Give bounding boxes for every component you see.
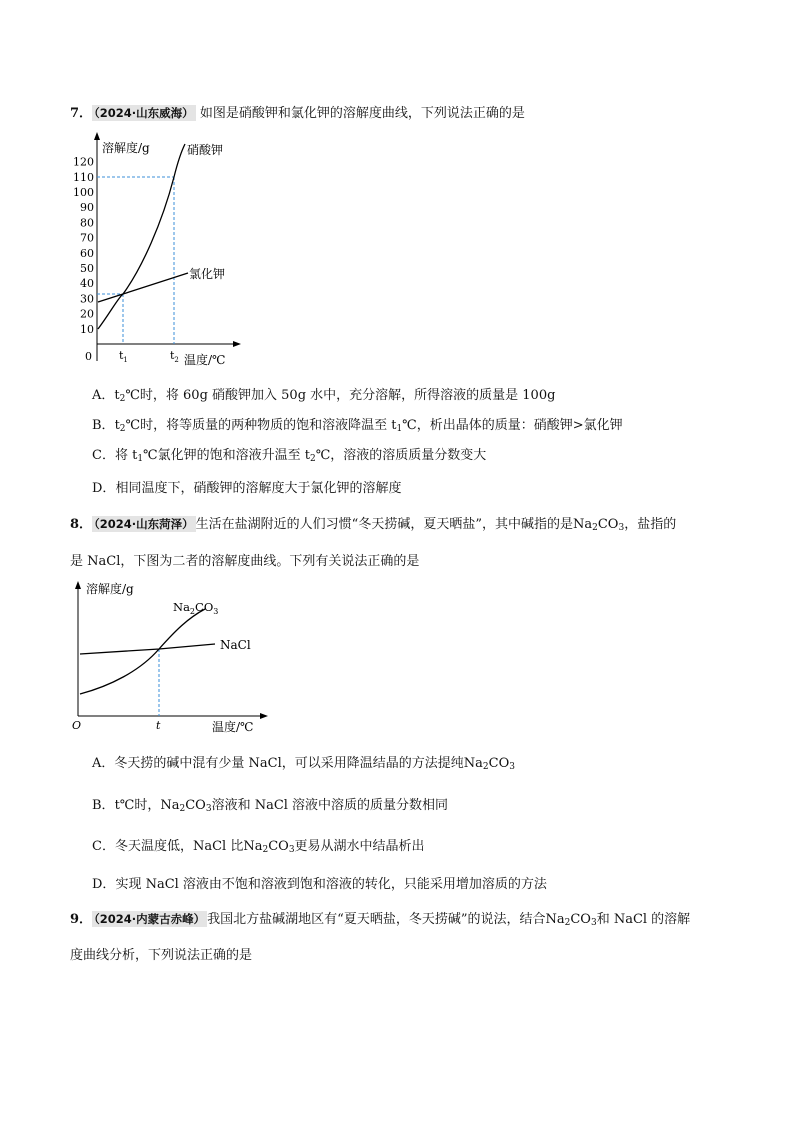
- q7-option-c[interactable]: [92, 444, 486, 464]
- formula-na2co3: $Na_2CO_3$: [243, 839, 295, 855]
- y-tick-label: 60: [80, 246, 94, 260]
- option-text: 将 t: [114, 448, 138, 463]
- option-text: 相同温度下，硝酸钾的溶解度大于氯化钾的溶解度: [115, 481, 402, 496]
- option-text: ℃时，将 60g 硝酸钾加入 50g 水中，充分溶解，所得溶液的质量是 100g: [125, 388, 556, 403]
- y-tick-label: 10: [80, 322, 94, 336]
- q7-stem: [70, 102, 525, 121]
- source-tag: （2024·内蒙古赤峰）: [94, 912, 206, 926]
- option-letter: A．: [92, 388, 115, 403]
- series-label-nacl: NaCl: [220, 638, 251, 652]
- x-axis-label: 温度/℃: [184, 353, 226, 367]
- q8-option-d[interactable]: [92, 873, 547, 892]
- y-axis-label: 溶解度/g: [86, 582, 134, 596]
- x-tick-t: t: [156, 719, 161, 732]
- x-axis-label: 温度/℃: [212, 720, 254, 734]
- series-label-na2co3: $Na_2CO_3$: [173, 600, 219, 616]
- option-text: t: [114, 388, 120, 403]
- option-letter: A．: [92, 756, 115, 771]
- origin-label: 0: [85, 350, 92, 363]
- series-label-kcl: 氯化钾: [189, 267, 226, 281]
- question-stem: 和 NaCl 的溶解: [596, 912, 691, 927]
- option-text: 更易从湖水中结晶析出: [294, 839, 425, 854]
- subscript: 1: [137, 454, 144, 464]
- y-tick-label: 50: [80, 262, 94, 275]
- y-tick-label: 100: [73, 186, 94, 199]
- formula-na2co3: $Na_2CO_3$: [545, 912, 597, 928]
- q7-option-a[interactable]: [92, 384, 555, 404]
- q8-option-a[interactable]: [92, 752, 515, 772]
- subscript: 1: [396, 424, 403, 434]
- q8-stem-line2: [70, 550, 419, 569]
- option-letter: B．: [92, 418, 115, 433]
- q8-option-c[interactable]: [92, 835, 425, 855]
- source-tag: （2024·山东威海）: [94, 106, 194, 120]
- origin-label: O: [72, 719, 82, 732]
- option-letter: B．: [92, 798, 115, 813]
- formula-na2co3: $Na_2CO_3$: [463, 756, 515, 772]
- y-tick-label: 90: [80, 201, 94, 215]
- x-axis-arrow: [260, 713, 268, 719]
- y-tick-label: 110: [73, 170, 94, 184]
- question-stem: 如图是硝酸钾和氯化钾的溶解度曲线，下列说法正确的是: [199, 106, 525, 121]
- question-stem: 度曲线分析，下列说法正确的是: [70, 948, 253, 963]
- y-tick-label: 80: [80, 216, 94, 230]
- option-text: t: [114, 418, 120, 433]
- q9-stem-line2: [70, 944, 252, 963]
- formula-na2co3: $Na_2CO_3$: [160, 798, 212, 814]
- reference-lines: [97, 177, 174, 344]
- option-letter: C．: [92, 448, 115, 463]
- question-stem: ，盐指的: [624, 517, 677, 532]
- question-number: 9．: [70, 912, 93, 927]
- subscript: 2: [119, 394, 126, 404]
- option-text: ℃氯化钾的饱和溶液升温至 t: [143, 448, 310, 463]
- q7-option-b[interactable]: [92, 414, 623, 434]
- y-tick-label: 70: [80, 231, 94, 245]
- q8-stem-line1: [70, 513, 676, 533]
- question-stem: 生活在盐湖附近的人们习惯“冬天捞碱，夏天晒盐”，其中碱指的是: [195, 517, 573, 532]
- nacl-curve: [80, 644, 215, 654]
- q8-option-b[interactable]: [92, 794, 448, 814]
- question-stem: 是 NaCl，下图为二者的溶解度曲线。下列有关说法正确的是: [70, 554, 420, 569]
- y-axis-label: 溶解度/g: [102, 141, 150, 155]
- q8-solubility-chart: [70, 576, 270, 736]
- kno3-curve: [98, 144, 185, 329]
- subscript: 2: [309, 454, 316, 464]
- y-tick-label: 20: [80, 307, 94, 321]
- y-axis-arrow: [75, 581, 81, 589]
- subscript: 2: [119, 424, 126, 434]
- x-tick-t1: $t_1$: [119, 349, 128, 364]
- question-number: 7．: [70, 106, 93, 121]
- series-label-kno3: 硝酸钾: [187, 143, 224, 157]
- q7-option-d[interactable]: [92, 477, 401, 496]
- option-letter: D．: [92, 877, 116, 892]
- y-tick-label: 40: [80, 277, 94, 291]
- formula-na2co3: $Na_2CO_3$: [572, 517, 625, 533]
- x-tick-t2: $t_2$: [170, 349, 179, 364]
- y-tick-label: 120: [73, 155, 94, 169]
- option-text: ℃，析出晶体的质量：硝酸钾>氯化钾: [402, 418, 623, 433]
- option-text: ℃时，将等质量的两种物质的饱和溶液降温至 t: [125, 418, 397, 433]
- option-text: 实现 NaCl 溶液由不饱和溶液到饱和溶液的转化，只能采用增加溶质的方法: [115, 877, 547, 892]
- option-letter: C．: [92, 839, 115, 854]
- question-number: 8．: [70, 517, 93, 532]
- option-text: 冬天温度低，NaCl 比: [114, 839, 244, 854]
- x-axis-arrow: [233, 341, 241, 347]
- q9-stem-line1: [70, 908, 690, 928]
- option-text: t℃时，: [114, 798, 161, 813]
- question-stem: 我国北方盐碱湖地区有“夏天晒盐，冬天捞碱”的说法，结合: [207, 912, 546, 927]
- option-text: 冬天捞的碱中混有少量 NaCl，可以采用降温结晶的方法提纯: [114, 756, 464, 771]
- source-tag: （2024·山东菏泽）: [94, 517, 194, 531]
- option-text: 溶液和 NaCl 溶液中溶质的质量分数相同: [211, 798, 449, 813]
- y-tick-label: 30: [80, 292, 94, 306]
- y-axis-arrow: [94, 132, 100, 140]
- na2co3-curve: [80, 609, 205, 694]
- q7-solubility-chart: [70, 128, 270, 373]
- option-letter: D．: [92, 481, 116, 496]
- option-text: ℃，溶液的溶质质量分数变大: [315, 448, 487, 463]
- y-tick-labels: [73, 156, 94, 336]
